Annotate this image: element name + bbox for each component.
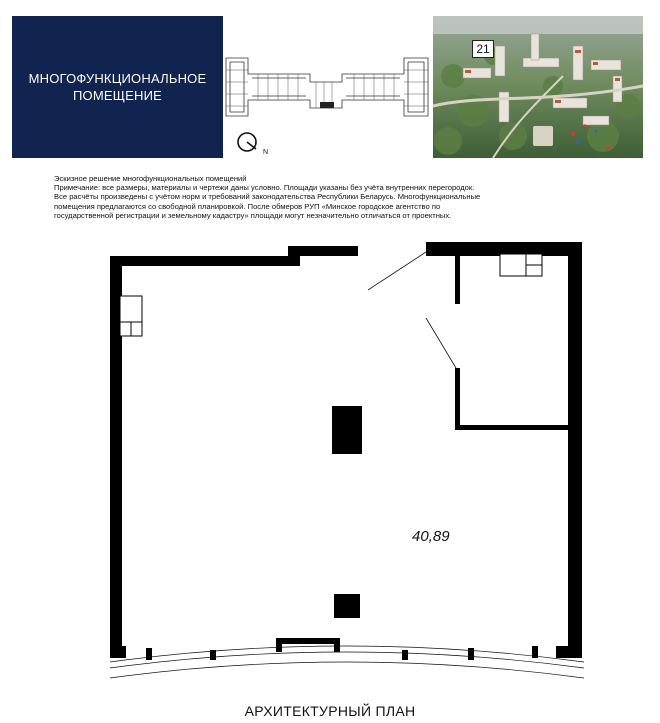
wall-bottom-window-frame — [276, 638, 340, 644]
wall-bottom-post — [146, 648, 152, 660]
column-lower — [334, 594, 360, 618]
wall-top-middle — [288, 246, 358, 256]
fixture-box — [120, 322, 131, 336]
note-line: Все расчёты произведены с учётом норм и требований законодательства Республики Беларусь. Многофункциональные — [54, 192, 481, 202]
wall-bottom-post — [402, 650, 408, 660]
wall-bottom-window-post-left — [276, 638, 282, 652]
compass-icon — [236, 127, 272, 157]
wall-bottom-right-stub — [556, 646, 582, 658]
partition-vertical-upper — [455, 256, 460, 304]
column-center — [332, 406, 362, 454]
wall-bottom-window-post-right — [334, 638, 340, 652]
note-line: Эскизное решение многофункциональных помещений — [54, 174, 247, 183]
title-panel — [12, 16, 223, 158]
fixture-box — [131, 322, 142, 336]
fixture-box — [500, 254, 526, 276]
room-area-label: 40,89 — [412, 528, 450, 545]
title-line-1: МНОГОФУНКЦИОНАЛЬНОЕ — [28, 71, 207, 86]
title-line-2: ПОМЕЩЕНИЕ — [72, 88, 163, 103]
facade-curve — [110, 662, 584, 678]
wall-bottom-left-stub — [110, 646, 126, 658]
note-line: государственной регистрации и земельному кадастру» площади могут незначительно отличаться от проектных. — [54, 210, 452, 220]
plan-title: АРХИТЕКТУРНЫЙ ПЛАН — [244, 703, 416, 719]
notes-block — [54, 174, 644, 220]
compass-north-label: N — [263, 149, 269, 156]
wall-right — [568, 242, 582, 658]
fixture-box — [526, 254, 542, 265]
facade-curve — [110, 652, 584, 668]
floor-plan — [100, 236, 590, 686]
door-swing-top — [368, 252, 426, 290]
aerial-view-image — [433, 16, 643, 158]
partition-vertical-lower — [455, 368, 460, 430]
wall-bottom-post — [468, 648, 474, 660]
partition-horizontal — [455, 425, 570, 430]
door-swing-side — [426, 318, 456, 368]
note-line: помещения предлагаются со свободной планировкой. После обмеров РУП «Минское городское агентство по — [54, 201, 441, 211]
building-key-plan — [224, 52, 432, 122]
wall-top-left — [110, 256, 300, 266]
note-line: Примечание: все размеры, материалы и чертежи даны условно. Площади указаны без учёта внутренних перегородок. — [54, 183, 475, 193]
fixture-box — [526, 265, 542, 276]
fixture-box — [120, 296, 142, 322]
building-number-badge: 21 — [472, 40, 494, 58]
